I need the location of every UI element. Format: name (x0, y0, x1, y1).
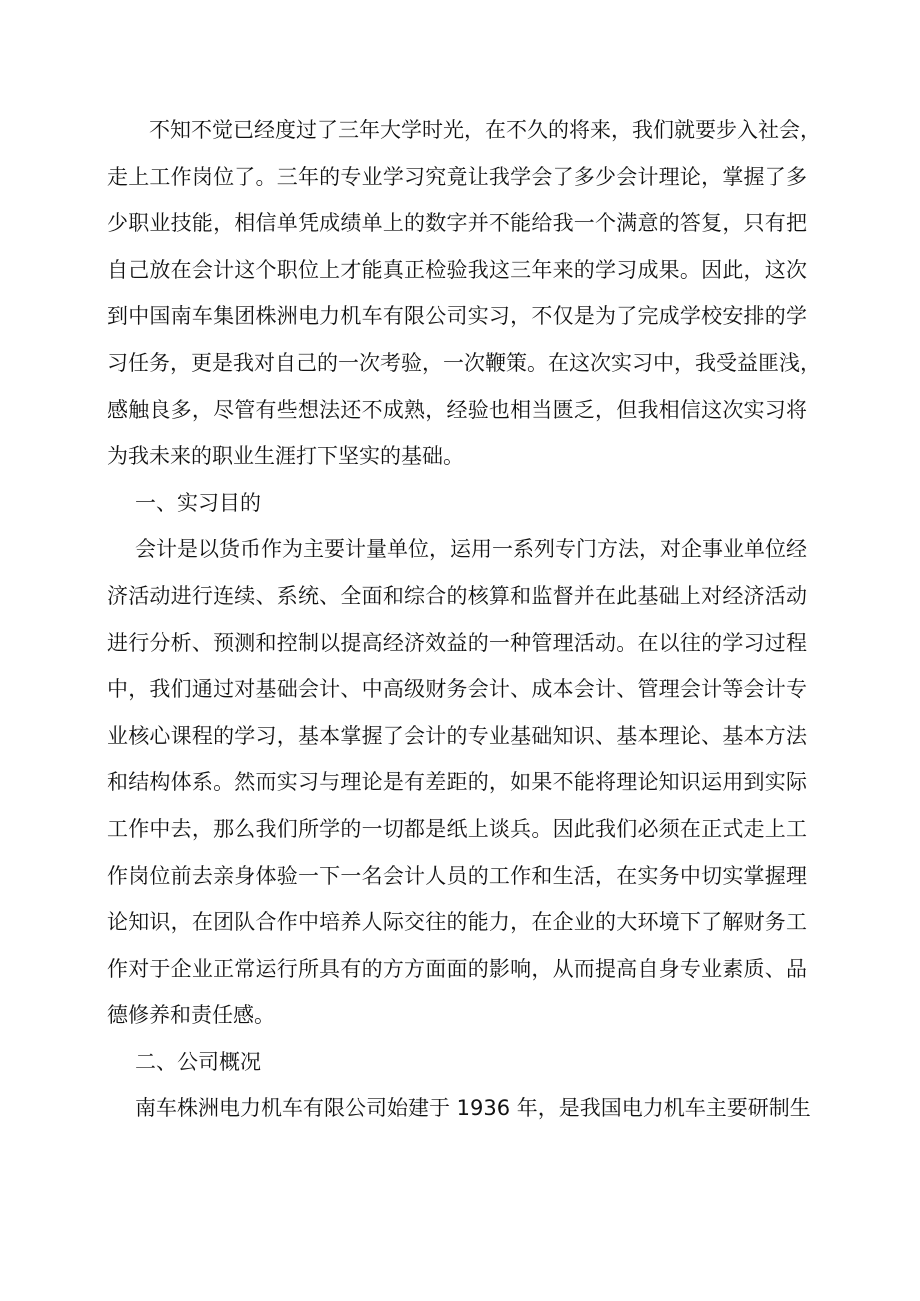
text-line: 济活动进行连续、系统、全面和综合的核算和监督并在此基础上对经济活动 (107, 583, 807, 608)
text-line: 不知不觉已经度过了三年大学时光，在不久的将来，我们就要步入社会， (149, 118, 821, 142)
section-heading-purpose: 一、实习目的 (135, 490, 261, 515)
text-line: 到中国南车集团株洲电力机车有限公司实习，不仅是为了完成学校安排的学 (107, 304, 807, 329)
text-line: 进行分析、预测和控制以提高经济效益的一种管理活动。在以往的学习过程 (107, 630, 807, 655)
text-line: 少职业技能，相信单凭成绩单上的数字并不能给我一个满意的答复，只有把 (107, 211, 807, 236)
text-line: 作对于企业正常运行所具有的方方面面的影响，从而提高自身专业素质、品 (107, 956, 807, 981)
text-line: 论知识，在团队合作中培养人际交往的能力，在企业的大环境下了解财务工 (107, 910, 807, 935)
text-line: 感触良多，尽管有些想法还不成熟，经验也相当匮乏，但我相信这次实习将 (107, 397, 807, 422)
text-line: 业核心课程的学习，基本掌握了会计的专业基础知识、基本理论、基本方法 (107, 723, 807, 748)
document-body (107, 107, 821, 1132)
text-line: 中，我们通过对基础会计、中高级财务会计、成本会计、管理会计等会计专 (107, 677, 807, 702)
text-line: 德修养和责任感。 (107, 1003, 275, 1028)
paragraph-purpose (107, 526, 807, 1039)
text-line: 走上工作岗位了。三年的专业学习究竟让我学会了多少会计理论，掌握了多 (107, 164, 807, 189)
text-line: 会计是以货币作为主要计量单位，运用一系列专门方法，对企事业单位经 (135, 537, 807, 562)
text-line: 自己放在会计这个职位上才能真正检验我这三年来的学习成果。因此，这次 (107, 257, 807, 282)
text-line: 作岗位前去亲身体验一下一名会计人员的工作和生活，在实务中切实掌握理 (107, 863, 807, 888)
text-line: 和结构体系。然而实习与理论是有差距的，如果不能将理论知识运用到实际 (107, 770, 807, 795)
paragraph-intro (107, 107, 821, 480)
text-line: 习任务，更是我对自己的一次考验，一次鞭策。在这次实习中，我受益匪浅， (107, 350, 821, 375)
text-line: 工作中去，那么我们所学的一切都是纸上谈兵。因此我们必须在正式走上工 (107, 816, 807, 841)
section-heading-company-overview: 二、公司概况 (135, 1049, 261, 1074)
text-line: 南车株洲电力机车有限公司始建于 1936 年，是我国电力机车主要研制生 (135, 1096, 811, 1121)
text-line: 为我未来的职业生涯打下坚实的基础。 (107, 444, 464, 469)
paragraph-company-overview (107, 1085, 811, 1132)
